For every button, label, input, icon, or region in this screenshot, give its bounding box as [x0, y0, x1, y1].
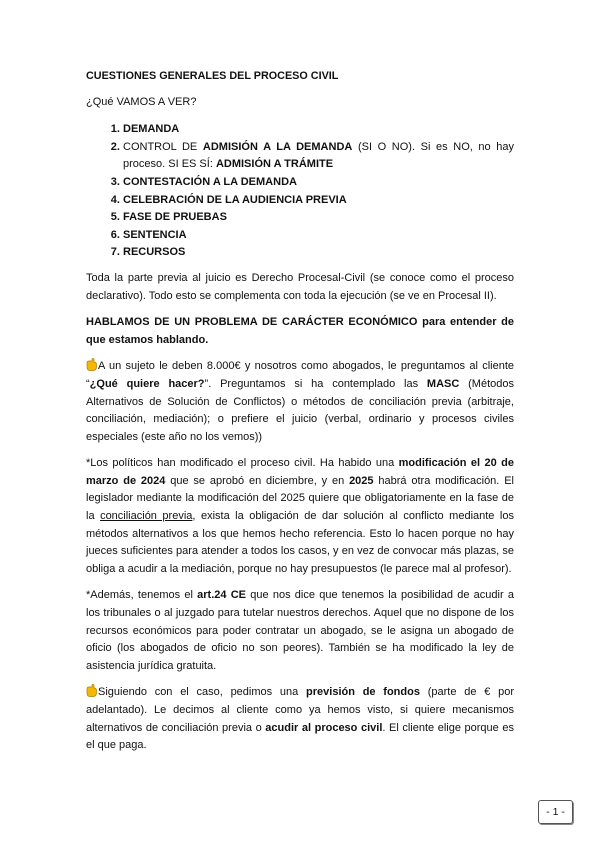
document-title: CUESTIONES GENERALES DEL PROCESO CIVIL	[86, 70, 339, 82]
list-item: 2. CONTROL DE ADMISIÓN A LA DEMANDA (SI O NO). Si es NO, no hay proceso. SI ES SÍ: ADMISIÓN A TRÁMITE	[123, 139, 514, 174]
paragraph-art24: *Además, tenemos el art.24 CE que nos dice que tenemos la posibilidad de acudir a los tribunales o al juzgado para tutelar nuestros derechos. Aquel que no dispone de los recursos económicos para poder contratar un abogado, se le asigna un abogado de oficio (los abogados de oficio no son peores). También se ha modificado la ley de asistencia jurídica gratuita.	[86, 589, 514, 672]
page-number: - 1 -	[538, 800, 573, 824]
paragraph-procesal: Toda la parte previa al juicio es Derecho Procesal-Civil (se conoce como el proceso declarativo). Todo esto se complementa con toda la ejecución (se ve en Procesal II).	[86, 271, 514, 302]
intro-question: ¿Qué VAMOS A VER?	[86, 95, 197, 108]
paragraph-case: A un sujeto le deben 8.000€ y nosotros como abogados, le preguntamos al cliente “¿Qué quiere hacer?”. Preguntamos si ha contemplado las MASC (Métodos Alternativos de Solución de Conflictos) o métodos de conciliación previa (arbitraje, conciliación, mediación); o prefiere el juicio (verbal, ordinario y procesos civiles especiales (este año no los vemos))	[86, 360, 514, 443]
pointing-hand-icon	[86, 684, 97, 697]
pointing-hand-icon	[86, 358, 97, 371]
topics-list	[86, 121, 514, 262]
list-item: 3. CONTESTACIÓN A LA DEMANDA	[123, 174, 514, 192]
list-item: 6. SENTENCIA	[123, 227, 514, 245]
list-item: 7. RECURSOS	[123, 244, 514, 262]
paragraph-funds: Siguiendo con el caso, pedimos una previsión de fondos (parte de € por adelantado). Le decimos al cliente como ya hemos visto, si quiere mecanismos alternativos de conciliación previa o acudir al proceso civil. El cliente elige porque es el que paga.	[86, 686, 515, 752]
section-heading: HABLAMOS DE UN PROBLEMA DE CARÁCTER ECONÓMICO para entender de que estamos hablando.	[86, 316, 514, 346]
document-page	[86, 68, 514, 764]
paragraph-modification: *Los políticos han modificado el proceso civil. Ha habido una modificación el 20 de marzo de 2024 que se aprobó en diciembre, y en 2025 habrá otra modificación. El legislador mediante la modificación del 2025 quiere que obligatoriamente en la fase de la conciliación previa, exista la obligación de dar solución al conflicto mediante los métodos alternativos a los que hemos hecho referencia. Esto lo hacen porque no hay jueces suficientes para atender a todos los casos, y en vez de convocar más plazas, se obliga a acudir a la mediación, porque no hay presupuestos (le parece mal al profesor).	[86, 457, 514, 575]
list-item: 5. FASE DE PRUEBAS	[123, 209, 514, 227]
list-item: 1. DEMANDA	[123, 121, 514, 139]
list-item: 4. CELEBRACIÓN DE LA AUDIENCIA PREVIA	[123, 192, 514, 210]
